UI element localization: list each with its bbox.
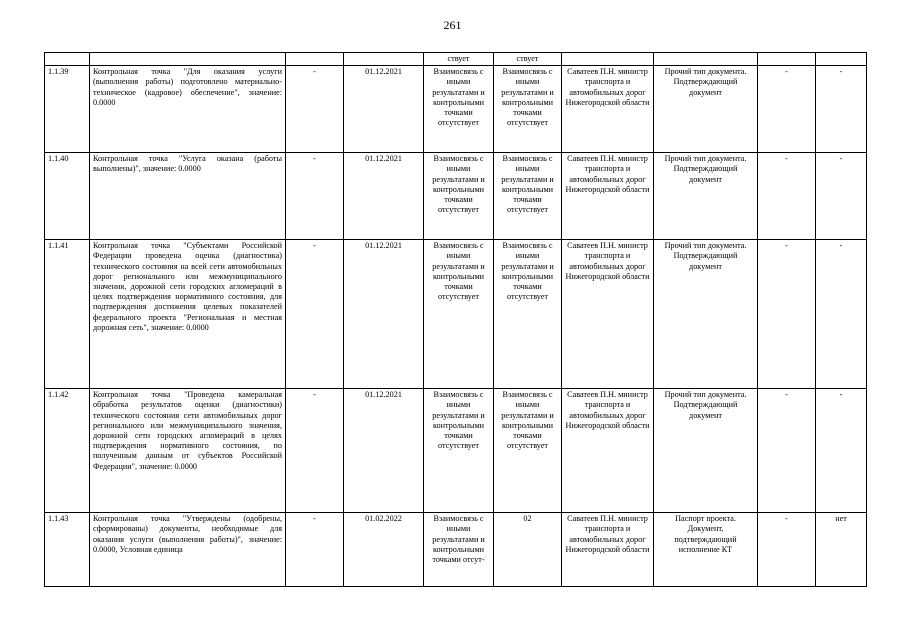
continuation-cell: ствует xyxy=(494,53,562,66)
page-number: 261 xyxy=(443,18,462,32)
control-point-name: Контрольная точка "Проведена камеральная обработка результатов оценки (диагностики) технического состояния сети автомобильных дорог регионального или межмуниципального значения, дорожной сети городских агломераций в целях подтверждения нормативного состояния, по полученным данным от субъектов Российской Федерации", значение: 0.0000 xyxy=(90,389,286,513)
continuation-row xyxy=(45,53,867,66)
relationship-cell: 02 xyxy=(494,513,562,587)
document-type: Прочий тип документа. Подтверждающий документ xyxy=(654,66,758,153)
cell-dash: - xyxy=(816,389,867,513)
responsible-person: Саватеев П.Н. министр транспорта и автомобильных дорог Нижегородской области xyxy=(562,66,654,153)
continuation-cell: ствует xyxy=(424,53,494,66)
row-number: 1.1.42 xyxy=(45,389,90,513)
document-type: Прочий тип документа. Подтверждающий документ xyxy=(654,153,758,240)
relationship-cell: Взаимосвязь с иными результатами и контрольными точками отсутствует xyxy=(494,240,562,389)
deadline-date: 01.12.2021 xyxy=(344,389,424,513)
cell-dash: - xyxy=(816,240,867,389)
deadline-date: 01.02.2022 xyxy=(344,513,424,587)
control-points-table xyxy=(44,52,867,587)
cell-value: нет xyxy=(816,513,867,587)
table-row xyxy=(45,513,867,587)
responsible-person: Саватеев П.Н. министр транспорта и автомобильных дорог Нижегородской области xyxy=(562,153,654,240)
responsible-person: Саватеев П.Н. министр транспорта и автомобильных дорог Нижегородской области xyxy=(562,513,654,587)
row-number: 1.1.43 xyxy=(45,513,90,587)
cell-dash: - xyxy=(758,240,816,389)
cell-dash: - xyxy=(286,153,344,240)
responsible-person: Саватеев П.Н. министр транспорта и автомобильных дорог Нижегородской области xyxy=(562,240,654,389)
control-point-name: Контрольная точка "Для оказания услуги (выполнения работы) подготовлено материально-техническое (кадровое) обеспечение", значение: 0.0000 xyxy=(90,66,286,153)
table-row xyxy=(45,66,867,153)
cell-dash: - xyxy=(758,66,816,153)
cell-dash: - xyxy=(286,513,344,587)
cell-dash: - xyxy=(286,240,344,389)
cell-dash: - xyxy=(286,389,344,513)
document-type: Прочий тип документа. Подтверждающий документ xyxy=(654,389,758,513)
cell-dash: - xyxy=(758,513,816,587)
table-row xyxy=(45,153,867,240)
cell-dash: - xyxy=(816,66,867,153)
document-type: Паспорт проекта. Документ, подтверждающий исполнение КТ xyxy=(654,513,758,587)
table-row xyxy=(45,240,867,389)
relationship-cell: Взаимосвязь с иными результатами и контрольными точками отсутствует xyxy=(424,389,494,513)
relationship-cell: Взаимосвязь с иными результатами и контрольными точками отсутствует xyxy=(494,66,562,153)
document-type: Прочий тип документа. Подтверждающий документ xyxy=(654,240,758,389)
row-number: 1.1.39 xyxy=(45,66,90,153)
relationship-cell: Взаимосвязь с иными результатами и контрольными точками отсутствует xyxy=(424,153,494,240)
relationship-cell: Взаимосвязь с иными результатами и контрольными точками отсут- xyxy=(424,513,494,587)
cell-dash: - xyxy=(286,66,344,153)
control-point-name: Контрольная точка "Услуга оказана (работы выполнены)", значение: 0.0000 xyxy=(90,153,286,240)
control-point-name: Контрольная точка "Субъектами Российской Федерации проведена оценка (диагностика) технического состояния на всей сети автомобильных дорог регионального или межмуниципального значения, дорожной сети городских агломераций в целях подтверждения нормативного состояния, для подтверждения достижения целевых показателей федерального проекта "Региональная и местная дорожная сеть", значение: 0.0000 xyxy=(90,240,286,389)
deadline-date: 01.12.2021 xyxy=(344,153,424,240)
row-number: 1.1.41 xyxy=(45,240,90,389)
relationship-cell: Взаимосвязь с иными результатами и контрольными точками отсутствует xyxy=(424,240,494,389)
deadline-date: 01.12.2021 xyxy=(344,66,424,153)
relationship-cell: Взаимосвязь с иными результатами и контрольными точками отсутствует xyxy=(424,66,494,153)
row-number: 1.1.40 xyxy=(45,153,90,240)
responsible-person: Саватеев П.Н. министр транспорта и автомобильных дорог Нижегородской области xyxy=(562,389,654,513)
cell-dash: - xyxy=(758,389,816,513)
cell-dash: - xyxy=(816,153,867,240)
cell-dash: - xyxy=(758,153,816,240)
relationship-cell: Взаимосвязь с иными результатами и контрольными точками отсутствует xyxy=(494,153,562,240)
deadline-date: 01.12.2021 xyxy=(344,240,424,389)
relationship-cell: Взаимосвязь с иными результатами и контрольными точками отсутствует xyxy=(494,389,562,513)
table-row xyxy=(45,389,867,513)
control-point-name: Контрольная точка "Утверждены (одобрены, сформированы) документы, необходимые для оказания услуги (выполнения работы)", значение: 0.0000, Условная единица xyxy=(90,513,286,587)
